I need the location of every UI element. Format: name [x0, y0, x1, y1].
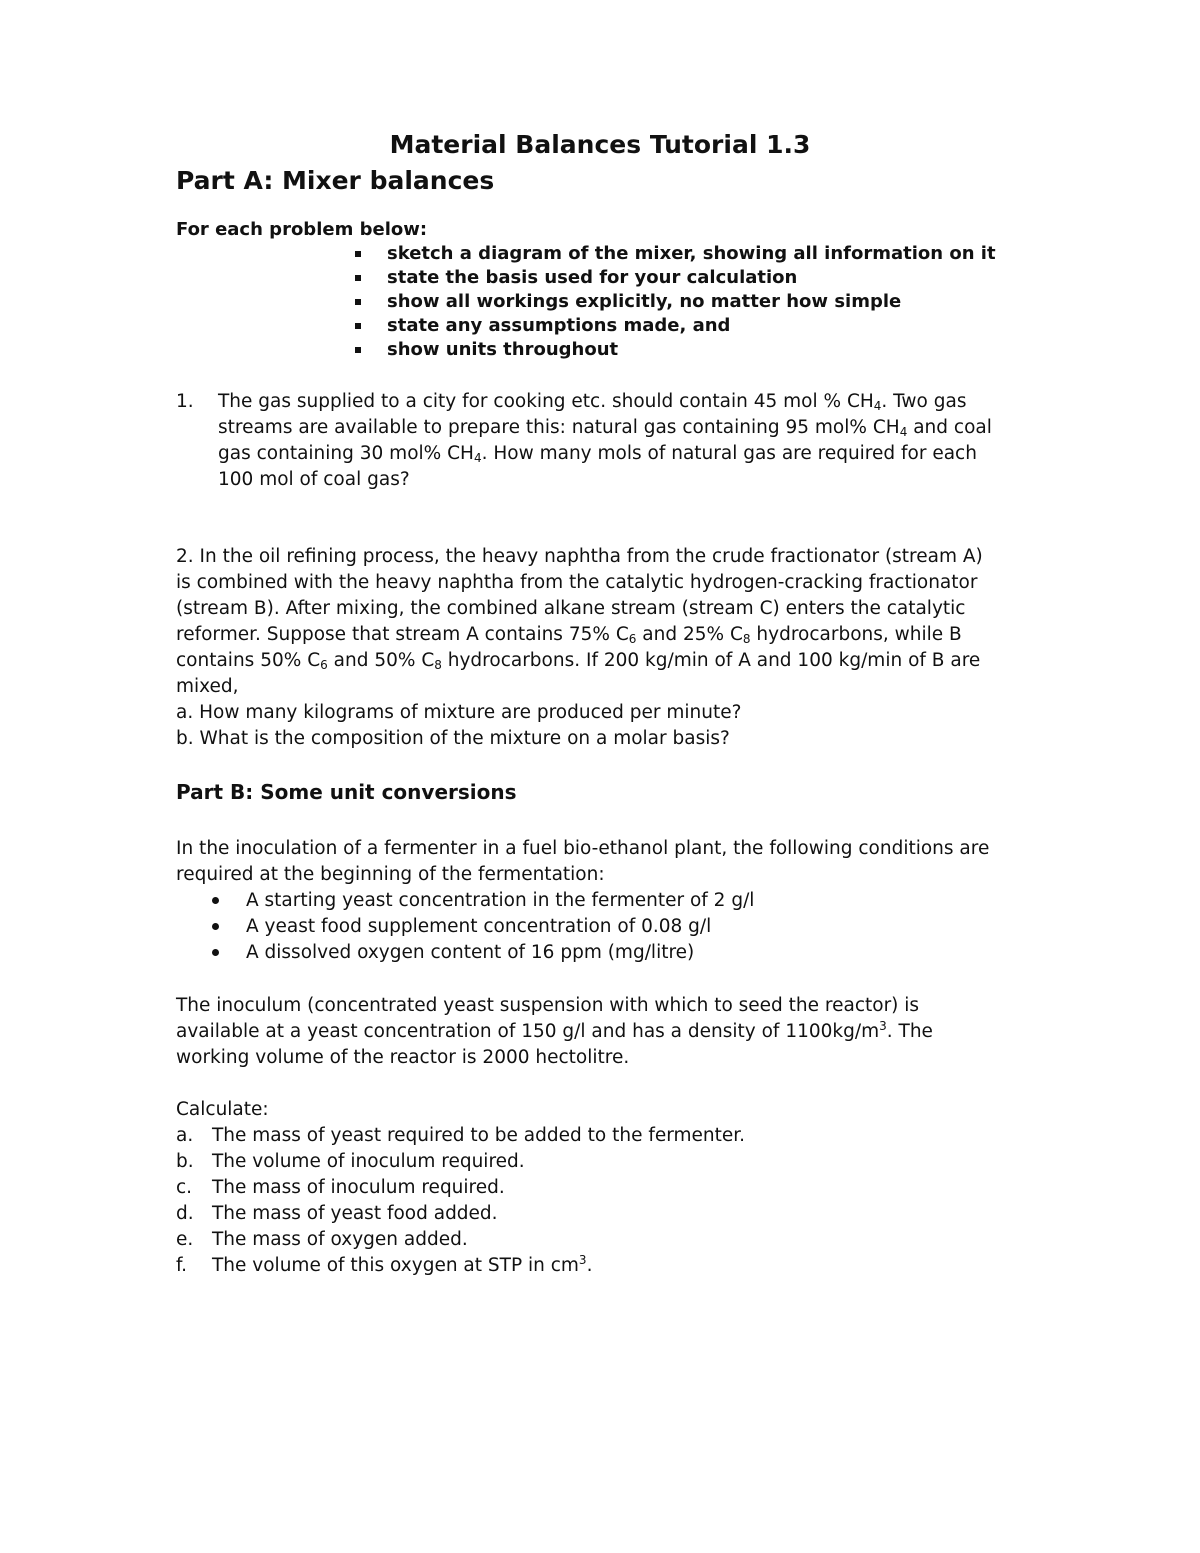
question-1-line: 100 mol of coal gas?	[218, 469, 410, 490]
instruction-item: state any assumptions made, and	[387, 315, 731, 336]
question-1-line: streams are available to prepare this: natural gas containing 95 mol% $CH_4$ and coal	[218, 417, 992, 439]
calc-item-letter: d.	[176, 1203, 194, 1224]
calc-item-letter: e.	[176, 1229, 194, 1250]
bullet-dot-icon	[212, 949, 219, 956]
question-2-line: contains 50% $C_6$ and 50% $C_8$ hydrocarbons. If 200 kg/min of A and 100 kg/min of B are	[176, 650, 981, 672]
question-2-line: mixed,	[176, 676, 239, 697]
inoculum-paragraph: available at a yeast concentration of 150 g/l and has a density of $1100kg/m^3$. The	[176, 1019, 933, 1042]
calc-item-letter: c.	[176, 1177, 193, 1198]
condition-item: A dissolved oxygen content of 16 ppm (mg/litre)	[246, 942, 695, 963]
calc-item-text: The mass of oxygen added.	[212, 1229, 468, 1250]
bullet-dot-icon	[212, 897, 219, 904]
question-2-line: reformer. Suppose that stream A contains 75% $C_6$ and 25% $C_8$ hydrocarbons, while B	[176, 624, 962, 646]
question-1-line: gas containing 30 mol% $CH_4$. How many mols of natural gas are required for each	[218, 443, 977, 465]
document-title: Material Balances Tutorial 1.3	[389, 130, 811, 159]
question-2-part-b: b. What is the composition of the mixture on a molar basis?	[176, 728, 730, 749]
part-b-paragraph: required at the beginning of the fermentation:	[176, 864, 605, 885]
condition-item: A starting yeast concentration in the fermenter of 2 g/l	[246, 890, 755, 911]
inoculum-paragraph: working volume of the reactor is 2000 hectolitre.	[176, 1047, 630, 1068]
calc-item-text: The volume of inoculum required.	[212, 1151, 525, 1172]
question-2-part-a: a. How many kilograms of mixture are produced per minute?	[176, 702, 742, 723]
question-1-line: The gas supplied to a city for cooking etc. should contain 45 mol % $CH_4$. Two gas	[218, 391, 967, 413]
calc-item-text: The mass of yeast required to be added to the fermenter.	[212, 1125, 746, 1146]
square-bullet-icon	[355, 251, 361, 257]
instruction-item: show units throughout	[387, 339, 619, 360]
instruction-item: sketch a diagram of the mixer, showing all information on it	[387, 243, 996, 264]
question-2-line: (stream B). After mixing, the combined alkane stream (stream C) enters the catalytic	[176, 598, 966, 619]
calc-item-letter: f.	[176, 1255, 188, 1276]
instruction-item: state the basis used for your calculation	[387, 267, 798, 288]
calculate-label: Calculate:	[176, 1099, 269, 1120]
calc-item-text: The mass of yeast food added.	[212, 1203, 498, 1224]
square-bullet-icon	[355, 275, 361, 281]
part-a-heading: Part A: Mixer balances	[176, 166, 495, 195]
condition-item: A yeast food supplement concentration of 0.08 g/l	[246, 916, 712, 937]
question-2-line: is combined with the heavy naphtha from the catalytic hydrogen-cracking fractionator	[176, 572, 978, 593]
instruction-item: show all workings explicitly, no matter how simple	[387, 291, 902, 312]
calc-item-text: The volume of this oxygen at STP in $cm^3$.	[212, 1253, 593, 1276]
calc-item-letter: b.	[176, 1151, 194, 1172]
question-1-number: 1.	[176, 391, 194, 412]
calc-item-text: The mass of inoculum required.	[212, 1177, 505, 1198]
part-a-intro: For each problem below:	[176, 219, 428, 240]
calc-item-letter: a.	[176, 1125, 194, 1146]
square-bullet-icon	[355, 347, 361, 353]
part-b-paragraph: In the inoculation of a fermenter in a fuel bio-ethanol plant, the following conditions are	[176, 838, 990, 859]
square-bullet-icon	[355, 323, 361, 329]
inoculum-paragraph: The inoculum (concentrated yeast suspension with which to seed the reactor) is	[176, 995, 920, 1016]
square-bullet-icon	[355, 299, 361, 305]
part-b-heading: Part B: Some unit conversions	[176, 780, 517, 804]
bullet-dot-icon	[212, 923, 219, 930]
question-2-line: 2. In the oil refining process, the heavy naphtha from the crude fractionator (stream A)	[176, 546, 983, 567]
